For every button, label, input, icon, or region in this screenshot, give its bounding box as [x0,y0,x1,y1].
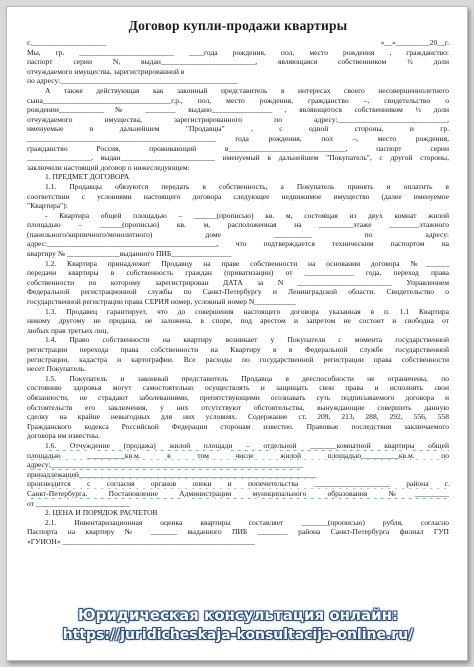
document-line: Федеральной регистрационной службы по Санкт-Петербургу и Ленинградской области. Свидетельство о [27,287,449,297]
document-line: государственной регистрации права СЕРИЯ номер, условный номер N___________ [27,297,296,307]
document-line: - Квартира общей площадью – ______(прописью) кв. м, состоящая из двух комнат жилой [45,210,449,220]
document-line: 2.1. Инвентаризационная оценка квартиры составляет _______(прописью) рубля, согласно [45,517,449,527]
document-line: соответствии с условиями настоящего договора следующее недвижимое имущество (далее именуемое [27,191,449,201]
document-line: Санкт-Петербурга. Постановление Администрации муниципального образования №_________ [27,488,449,498]
document-line: несет Покупатель. [27,364,87,374]
document-line: адрес:_____________________________________________, что подтверждается техническим паспортом на [27,239,449,249]
document-line: 1.2. Квартира принадлежит Продавцу на праве собственности на основании договора №______ [45,258,449,268]
document-line: по адресу:_______________________________________________ [27,76,238,86]
document-line: 1.1. Продавцы обязуются передать в собственность, а Покупатель принять и оплатить в [45,181,449,191]
document-line: заключили настоящий договор о нижеследующем: [27,162,190,172]
document-line: Паспорта на квартиру № _______ выданного ПИБ ________ района Санкт-Петербурга филиал ГУП [27,527,449,537]
document-line: состоянию здоровья могут самостоятельно осуществлять и защищать свои права и исполнять свои [27,383,449,393]
watermark-banner-title: Юридическая консультация онлайн: [78,606,398,624]
document-line: рождении____________№ ________ выдано________________ , являющегося собственником ½ доли [27,105,449,115]
document-title: Договор купли-продажи квартиры [128,18,348,33]
document-line: отчуждаемого имущества, зарегистрированного по адресу:_____________________________, [27,114,449,124]
document-line: обстоятельств его заключения, у них отсутствуют обстоятельства, вынуждающие совершить данную [27,402,449,412]
document-line: производится с согласия органов опеки и попечительства ____________________ района г. [27,479,449,489]
document-line: "Квартира"): [27,201,68,211]
document-line: 1.4. Право собственности на квартиру возникает у Покупателя с момента государственной [45,335,449,345]
contract-body [27,38,449,546]
document-line: сделку на крайне невыгодных для них условиях. Содержание ст. 209, 213, 288, 292, 556, 558 [27,412,449,422]
document-line: никому другому не продана, не заложена, в споре, под арестом и запретом не состоит и свободна от [27,316,449,326]
document-line: 1.6. Отчуждение (продажа) жилой площади – отдельной _______комнатной квартиры общей [45,440,449,450]
document-line: 1.5. Покупатель и законный представитель Продавца в дееспособности не ограничены, по [45,373,449,383]
document-line: А также действующая как законный представитель в интересах своего несовершеннолетнего [45,85,449,95]
document-line: от _________________________ [27,498,131,508]
document-line: договора им известны. [27,431,101,441]
document-line: площадью __________кв.м. в том числе жилой площадью__________кв.м. по [27,450,449,460]
document-line: 1.3. Продавец гарантирует, что до совершения настоящего договора указанная в п. 1.1 Квартира [45,306,449,316]
document-line: адресу:___________________________________________________________________ [27,460,304,470]
contract-document [27,17,449,546]
document-line: передачи квартиры в собственность граждан (приватизации) от _____________ года, переход права [27,268,449,278]
document-line: обязанности, не страдают заболеваниями, препятствующими осознавать суть подписываемого договора и [27,392,449,402]
document-line: паспорт серии N, выдан_________________________, являющаяся собственником ½ доли [27,57,449,67]
document-line: отчуждаемого имущества, зарегистрированной в [27,66,185,76]
document-line: 2. ЦЕНА И ПОРЯДОК РАСЧЕТОВ [45,508,158,518]
document-line: регистрации, кадастра и картографии. Все расходы по государственной регистрации права собственности [27,354,449,364]
document-line: любых прав третьих лиц. [27,325,109,335]
document-line: 1. ПРЕДМЕТ ДОГОВОРА [45,172,130,182]
document-line: принадлежащей_______________________________________________________________ [27,469,317,479]
document-line: квартиру № ______________выданного ПИБ________________ [27,249,232,259]
document-line: (панельного/кирпичного/монолитного) доме __________ по адресу: [27,229,449,239]
document-line: сына__________________________________г.р., пол, место рождения, гражданство –, свидетельство о [27,95,449,105]
document-line: гражданство Россия, проживающий в_______________________________, паспорт серии [27,143,449,153]
document-line: площадью – ______(прописью) кв. м, расположенная на _________этаже ________этажного [27,220,449,230]
document-line: регистрации перехода права собственности на Квартиру в в Федеральной службе государственной [27,345,449,354]
document-line: собственности по которому зарегистрирован ДАТА за N _________________________ Управлением [27,277,449,287]
watermark-banner-url[interactable]: https://juridicheskaja-konsultacija-online.ru/ [62,627,414,643]
document-line: __________________________________________________ года рождения, пол –, место рождения, [27,133,449,143]
document-line: г.____________________ «__»_________20__г. [27,38,449,47]
document-line: «ГУИОН» ___________________________________________________ [27,536,255,546]
document-page [6,6,468,661]
document-line: Гражданского кодекса Российской Федерации сторонам известно. Правовые последствия заключаемого [27,421,449,431]
document-line: Мы, гр. _________________________ ____года рождения, пол, место рождения , гражданство: [27,47,449,57]
document-line: именуемые в дальнейшем "Продавцы" , с одной стороны, и гр. [27,124,449,134]
document-line: _________________, выдан_________________________ именуемый в дальнейшем "Покупатель", с другой стороны, [27,153,449,163]
